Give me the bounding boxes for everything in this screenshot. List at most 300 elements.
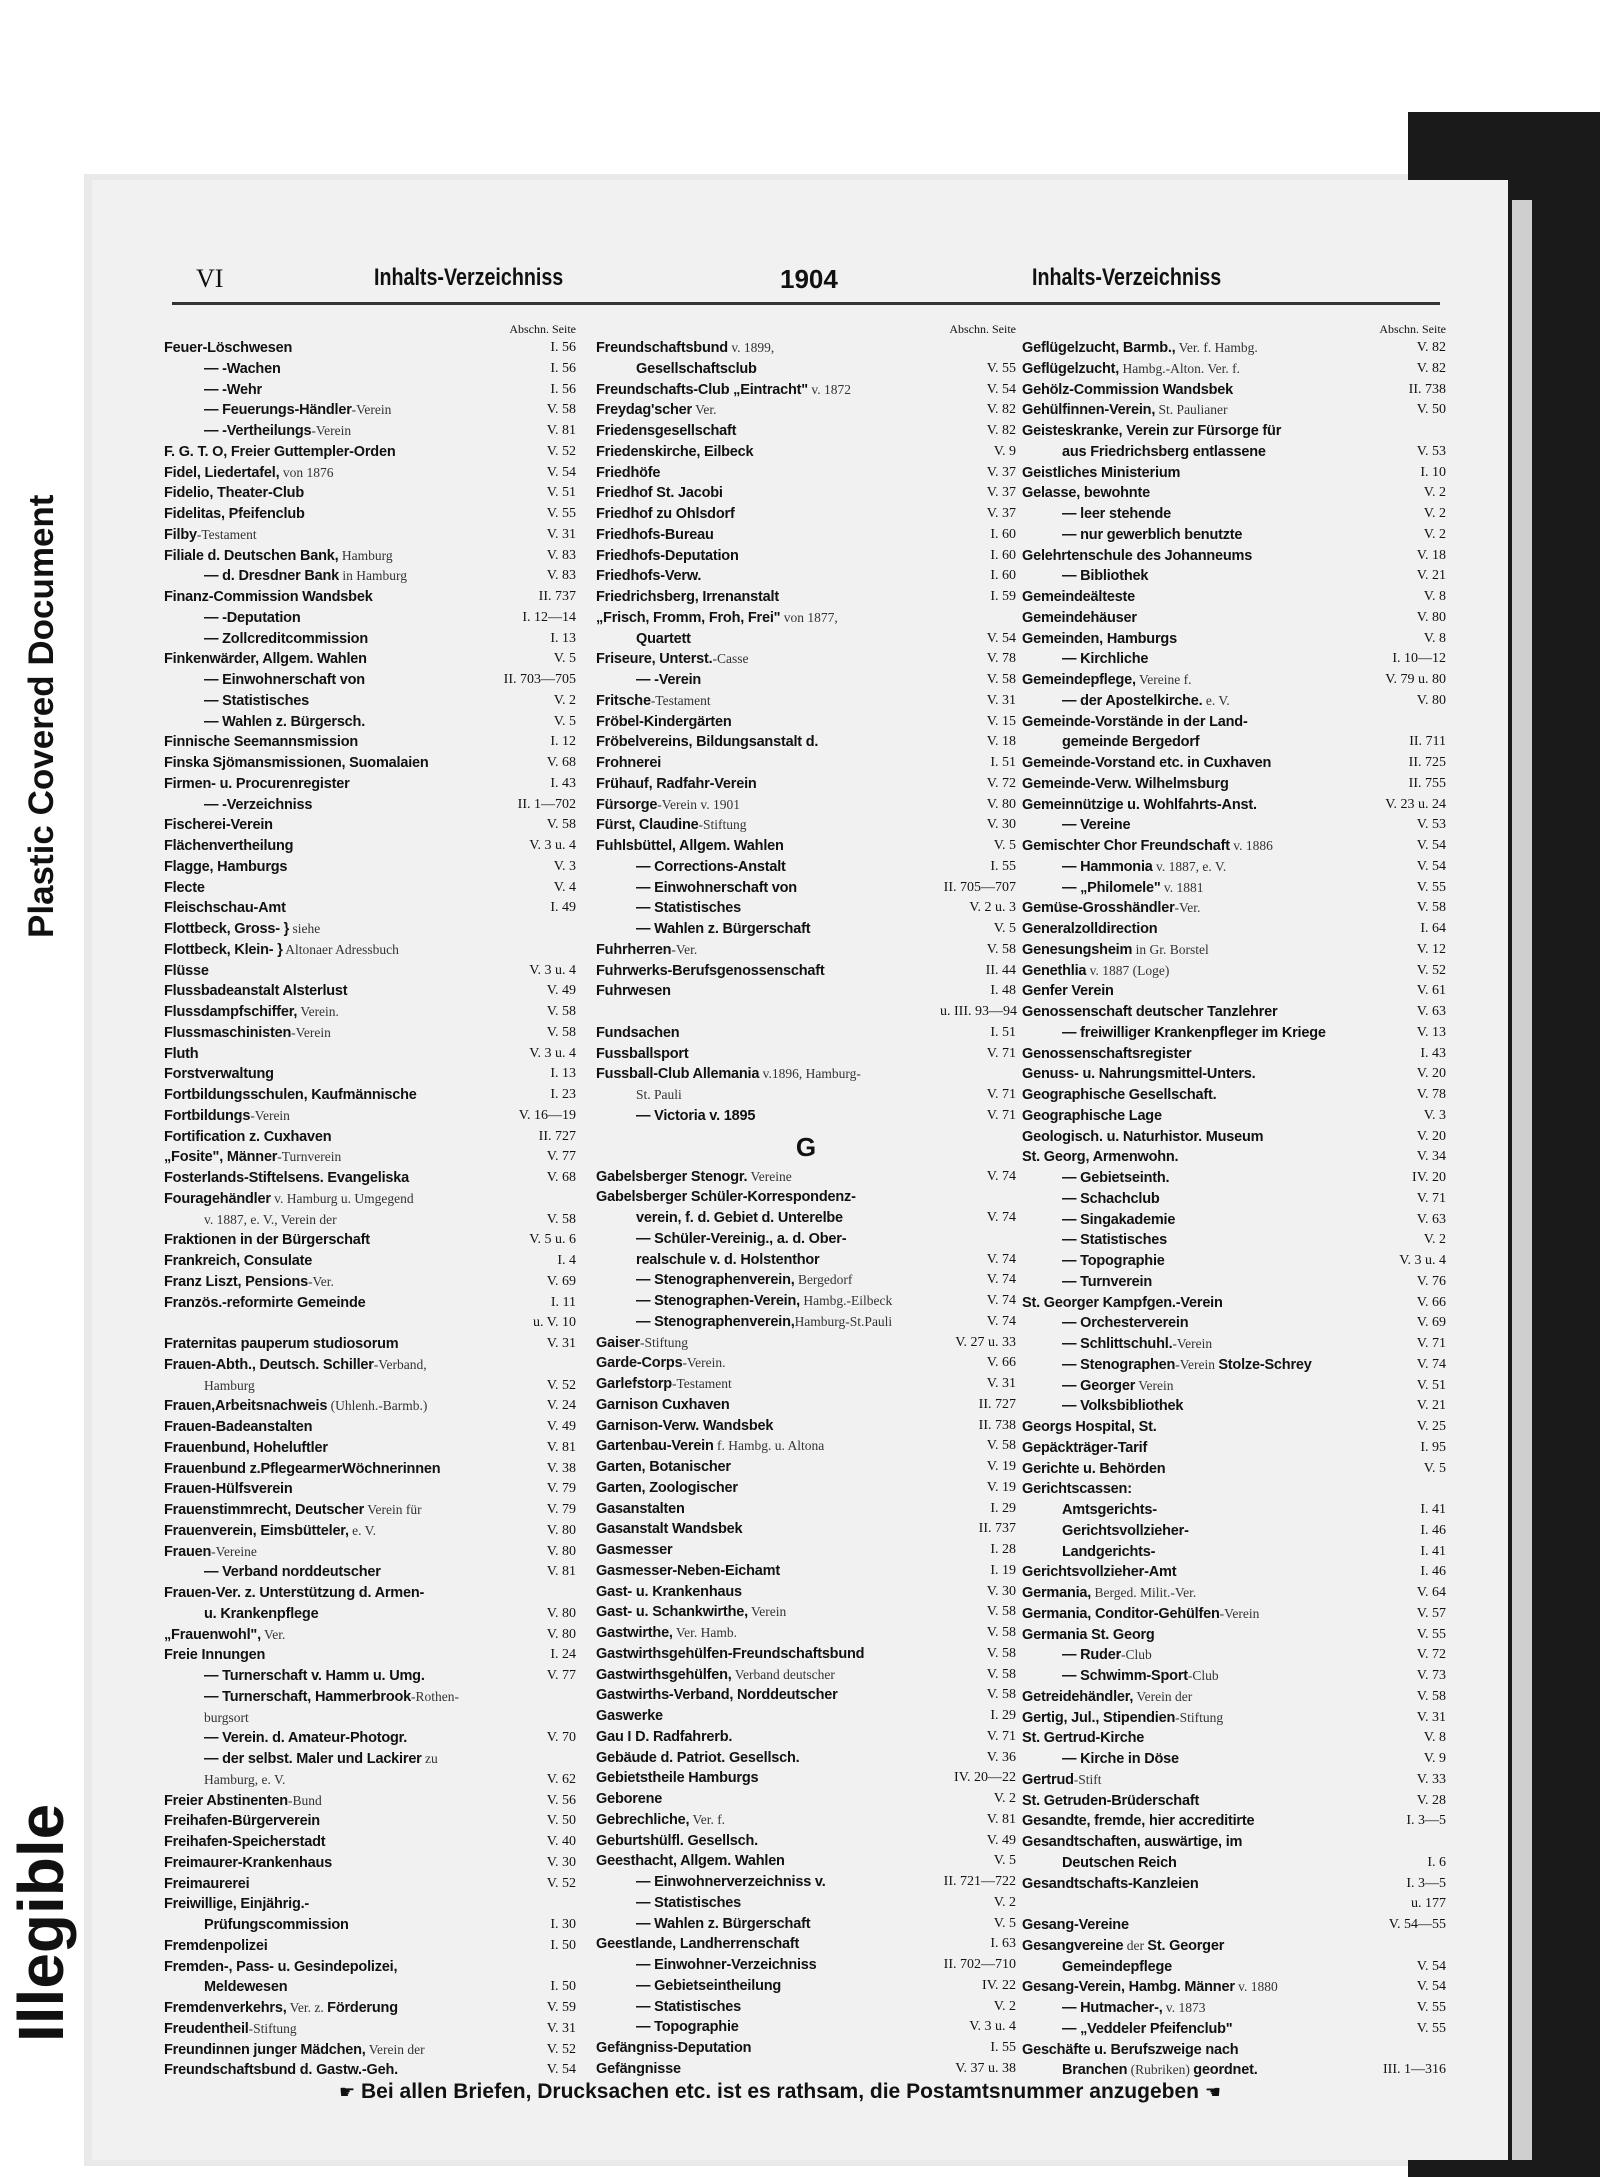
- entry-label: [1022, 1708, 1366, 1729]
- index-entry: [1022, 1791, 1446, 1812]
- index-entry: [164, 1438, 576, 1459]
- index-entry: [596, 1064, 1016, 1085]
- entry-label: [164, 1459, 496, 1480]
- entry-reference: II. 1—702: [517, 796, 576, 812]
- entry-normal-text: Ver.: [260, 1626, 286, 1642]
- entry-label: [1022, 753, 1366, 774]
- entry-bold-text: Meldewesen: [204, 1979, 288, 1996]
- entry-label: [1022, 587, 1366, 608]
- entry-label: [164, 1998, 496, 2019]
- entry-reference: V. 71: [1416, 1336, 1446, 1351]
- entry-reference: I. 30: [550, 1917, 576, 1932]
- index-entry: [1022, 1044, 1446, 1065]
- entry-bold-text: Germania,: [1022, 1585, 1092, 1601]
- index-entry: [596, 566, 1016, 587]
- index-entry: [164, 2040, 576, 2061]
- entry-reference: I. 59: [990, 589, 1016, 604]
- entry-bold-text: — Stenographen-Verein,: [636, 1293, 800, 1309]
- entry-reference: V. 28: [1416, 1792, 1446, 1808]
- entry-bold-text: Generalzolldirection: [1022, 921, 1158, 937]
- entry-bold-text: Fortbildungs: [164, 1107, 251, 1124]
- entry-label: [596, 857, 936, 878]
- entry-normal-text: -Club: [1187, 1668, 1219, 1683]
- entry-label: [164, 1106, 496, 1127]
- entry-label: [596, 463, 936, 484]
- entry-label: [164, 1189, 496, 1210]
- entry-bold-text: Gastwirths-Verband, Norddeutscher: [596, 1687, 838, 1704]
- entry-reference: V. 2: [1423, 485, 1446, 501]
- index-entry: [1022, 1728, 1446, 1749]
- entry-bold-text: Geesthacht, Allgem. Wahlen: [596, 1853, 785, 1870]
- index-entry: [1022, 774, 1446, 795]
- entry-reference: V. 3 u. 4: [969, 2019, 1016, 2035]
- entry-reference: V. 54: [986, 381, 1016, 397]
- entry-normal-text: -Stiftung: [698, 817, 747, 833]
- index-entry: [1022, 1127, 1446, 1148]
- entry-label: [164, 1023, 496, 1044]
- entry-label: [596, 1872, 936, 1893]
- entry-label: [596, 608, 936, 629]
- entry-label: [1022, 483, 1366, 504]
- index-entry: [1022, 1251, 1446, 1272]
- entry-reference: V. 61: [1416, 983, 1446, 999]
- entry-reference: V. 18: [986, 734, 1016, 750]
- index-entry: [596, 1229, 1016, 1250]
- entry-reference: V. 2: [1423, 1232, 1446, 1248]
- index-entry: [1022, 1874, 1446, 1895]
- index-entry: [596, 483, 1016, 504]
- entry-reference: V. 54: [1416, 838, 1446, 853]
- entry-bold-text: Filiale d. Deutschen Bank,: [164, 547, 339, 564]
- entry-bold-text: Gast- u. Schankwirthe,: [596, 1604, 748, 1621]
- entry-reference: V. 12: [1416, 941, 1446, 957]
- index-entry: [596, 919, 1016, 940]
- entry-reference: I. 63: [990, 1936, 1016, 1952]
- index-entry: [596, 940, 1016, 961]
- entry-label: [596, 1685, 936, 1706]
- entry-reference: V. 37 u. 38: [955, 2060, 1016, 2076]
- entry-bold-text: Geisteskranke, Verein zur Fürsorge für: [1022, 423, 1282, 439]
- index-entry: [596, 1851, 1016, 1872]
- entry-label: [596, 1831, 936, 1852]
- entry-label: [596, 587, 936, 608]
- entry-bold-text: Geestlande, Landherrenschaft: [596, 1936, 800, 1953]
- entry-reference: V. 66: [1416, 1294, 1446, 1310]
- entry-reference: II. 738: [1408, 381, 1446, 397]
- entry-label: [164, 795, 496, 816]
- entry-reference: V. 55: [1416, 1626, 1446, 1642]
- entry-reference: V. 76: [1416, 1273, 1446, 1289]
- entry-bold-text: — -Vertheilungs: [204, 423, 312, 439]
- index-entry: [1022, 1376, 1446, 1397]
- entry-label: [164, 1376, 496, 1397]
- entry-reference: V. 52: [546, 1377, 576, 1393]
- index-entry: [1022, 525, 1446, 546]
- index-entry: [1022, 1313, 1446, 1334]
- entry-label: [596, 1291, 936, 1312]
- entry-bold-text: — Turnverein: [1062, 1273, 1152, 1290]
- entry-reference: V. 71: [986, 1087, 1016, 1102]
- index-entry: [164, 981, 576, 1002]
- entry-normal-text: Ver. z.: [286, 2000, 328, 2015]
- entry-label: [596, 1893, 936, 1914]
- entry-bold-text: Freudentheil: [164, 2020, 249, 2037]
- entry-bold-text: Garnison Cuxhaven: [596, 1396, 730, 1413]
- index-entry: [1022, 1583, 1446, 1604]
- entry-reference: V. 31: [1416, 1709, 1446, 1725]
- entry-label: [596, 981, 936, 1002]
- entry-bold-text: Fluth: [164, 1045, 199, 1062]
- entry-label: [1022, 878, 1366, 899]
- entry-label: [1022, 1874, 1366, 1895]
- entry-normal-text: -Testament: [196, 526, 257, 542]
- entry-reference: V. 40: [546, 1834, 576, 1849]
- entry-label: [1022, 940, 1366, 961]
- entry-normal-text: Vereine: [747, 1168, 792, 1184]
- entry-reference: V. 63: [1416, 1004, 1446, 1019]
- index-entry: [164, 1915, 576, 1936]
- index-entry: [1022, 1002, 1446, 1023]
- page-number: VI: [196, 264, 224, 293]
- entry-bold-text: Flecte: [164, 879, 205, 896]
- entry-label: [596, 2038, 936, 2059]
- entry-bold-text: — Topographie: [1062, 1253, 1165, 1269]
- index-entry: [164, 359, 576, 380]
- entry-bold-text: Geflügelzucht,: [1022, 360, 1120, 377]
- entry-bold-text: — Schachclub: [1062, 1190, 1160, 1207]
- entry-label: [164, 587, 496, 608]
- entry-bold-text: Gebäude d. Patriot. Gesellsch.: [596, 1749, 800, 1766]
- entry-bold-text: Gesandtschaften, auswärtige, im: [1022, 1834, 1243, 1850]
- entry-reference: V. 5: [993, 1915, 1016, 1931]
- entry-bold-text: verein, f. d. Gebiet d. Unterelbe: [636, 1210, 843, 1226]
- entry-reference: V. 77: [546, 1668, 576, 1683]
- entry-bold-text: Frohnerei: [596, 755, 662, 771]
- entry-bold-text: — Statistisches: [636, 900, 741, 917]
- index-entry: [164, 1687, 576, 1708]
- entry-bold-text: Fundsachen: [596, 1024, 680, 1041]
- entry-reference: II. 705—707: [943, 879, 1016, 895]
- entry-bold-text: Fröbel-Kindergärten: [596, 713, 732, 730]
- index-entry: [164, 1044, 576, 1065]
- entry-bold-text: — Schüler-Vereinig., a. d. Ober-: [636, 1230, 847, 1247]
- entry-normal-text: -Stift: [1073, 1771, 1102, 1787]
- entry-reference: V. 58: [546, 402, 576, 418]
- entry-bold-text: Stolze-Schrey: [1218, 1356, 1312, 1373]
- entry-label: [1022, 1791, 1366, 1812]
- entry-reference: I. 3—5: [1406, 1813, 1446, 1829]
- entry-label: [1022, 1998, 1366, 2019]
- entry-reference: V. 58: [546, 1211, 576, 1227]
- entry-label: [1022, 1832, 1366, 1853]
- entry-reference: V. 66: [986, 1355, 1016, 1371]
- index-entry: [1022, 442, 1446, 463]
- index-entry: [164, 1957, 576, 1978]
- entry-normal-text: -Verein: [351, 402, 392, 418]
- entry-bold-text: Fortification z. Cuxhaven: [164, 1128, 332, 1145]
- index-entry: [164, 566, 576, 587]
- entry-normal-text: v. 1880: [1234, 1979, 1278, 1995]
- entry-bold-text: Flussdampfschiffer,: [164, 1004, 298, 1020]
- entry-label: [596, 1333, 936, 1354]
- entry-reference: V. 31: [986, 1376, 1016, 1391]
- entry-bold-text: — Schwimm-Sport: [1062, 1668, 1188, 1684]
- entry-reference: II. 737: [538, 589, 576, 604]
- entry-reference: V. 52: [546, 1875, 576, 1891]
- entry-reference: V. 3 u. 4: [529, 838, 576, 853]
- index-entry: [596, 1831, 1016, 1852]
- index-entry: [1022, 1189, 1446, 1210]
- entry-bold-text: Gehülfinnen-Verein,: [1022, 402, 1156, 419]
- entry-label: [596, 1312, 936, 1333]
- entry-bold-text: Fremden-, Pass- u. Gesindepolizei,: [164, 1958, 398, 1975]
- entry-bold-text: Geschäfte u. Berufszweige nach: [1022, 2041, 1239, 2058]
- entry-bold-text: Fischerei-Verein: [164, 817, 273, 834]
- entry-reference: V. 5: [553, 651, 576, 667]
- entry-bold-text: Fidelitas, Pfeifenclub: [164, 506, 305, 522]
- entry-reference: I. 6: [1427, 1854, 1446, 1870]
- entry-bold-text: Prüfungscommission: [204, 1917, 349, 1933]
- entry-reference: V. 63: [1416, 1211, 1446, 1227]
- entry-bold-text: — der selbst. Maler und Lackirer: [204, 1751, 422, 1767]
- index-entry: [596, 1706, 1016, 1727]
- entry-label: [164, 857, 496, 878]
- entry-label: [1022, 857, 1366, 878]
- entry-label: [164, 1977, 496, 1998]
- entry-bold-text: — Vereine: [1062, 817, 1131, 834]
- index-entry: [1022, 1977, 1446, 1998]
- entry-reference: V. 38: [546, 1460, 576, 1476]
- entry-label: [164, 1832, 496, 1853]
- entry-reference: V. 3 u. 4: [1399, 1253, 1446, 1268]
- entry-label: [596, 1748, 936, 1769]
- index-entry: [596, 442, 1016, 463]
- entry-normal-text: -Verein: [291, 1024, 331, 1040]
- index-entry: [1022, 2040, 1446, 2061]
- entry-bold-text: — Volksbibliothek: [1062, 1398, 1184, 1415]
- index-entry: [596, 1416, 1016, 1437]
- entry-bold-text: Fuhrwerks-Berufsgenossenschaft: [596, 962, 825, 979]
- entry-bold-text: Gemeinde-Vorstände in der Land-: [1022, 713, 1248, 730]
- entry-reference: V. 58: [986, 1666, 1016, 1682]
- entry-normal-text: -Verein: [250, 1107, 290, 1123]
- index-entry: [1022, 1210, 1446, 1231]
- entry-reference: I. 64: [1420, 921, 1446, 936]
- entry-label: [1022, 1002, 1366, 1023]
- entry-normal-text: Verein für: [364, 1502, 422, 1517]
- entry-bold-text: — Stenographen: [1062, 1356, 1176, 1373]
- entry-reference: V. 79 u. 80: [1385, 672, 1446, 687]
- entry-reference: I. 12: [550, 734, 576, 750]
- index-entry: [596, 525, 1016, 546]
- entry-label: [596, 1085, 936, 1106]
- entry-bold-text: — -Wehr: [204, 381, 262, 398]
- entry-bold-text: Fremdenverkehrs,: [164, 2000, 287, 2016]
- entry-label: [596, 1064, 936, 1085]
- index-entry: [1022, 1853, 1446, 1874]
- entry-label: [164, 1562, 496, 1583]
- entry-bold-text: Gesandtschafts-Kanzleien: [1022, 1875, 1199, 1892]
- entry-label: [596, 1768, 936, 1789]
- entry-label: [1022, 1106, 1366, 1127]
- entry-reference: I. 29: [990, 1708, 1016, 1723]
- index-entry: [596, 1312, 1016, 1333]
- index-entry: [596, 1997, 1016, 2018]
- entry-bold-text: Gebrechliche,: [596, 1811, 690, 1828]
- entry-label: [596, 1810, 936, 1831]
- index-entry: [596, 712, 1016, 733]
- index-entry: [1022, 359, 1446, 380]
- index-entry: [1022, 940, 1446, 961]
- index-entry: [596, 1914, 1016, 1935]
- footer-notice: [270, 2080, 1290, 2104]
- entry-reference: V. 72: [986, 775, 1016, 791]
- index-entry: [164, 1874, 576, 1895]
- index-entry: [1022, 1708, 1446, 1729]
- entry-bold-text: Fosterlands-Stiftelsens. Evangeliska: [164, 1170, 410, 1186]
- index-entry: [164, 1811, 576, 1832]
- entry-reference: V. 74: [986, 1293, 1016, 1308]
- entry-reference: I. 10—12: [1392, 651, 1446, 667]
- entry-bold-text: Gartenbau-Verein: [596, 1438, 714, 1455]
- entry-reference: V. 58: [1416, 1688, 1446, 1704]
- entry-label: [164, 1583, 496, 1604]
- entry-reference: V. 37: [986, 506, 1016, 521]
- entry-reference: V. 27 u. 33: [955, 1334, 1016, 1350]
- entry-label: [1022, 566, 1366, 587]
- index-entry: [596, 1187, 1016, 1208]
- entry-label: [164, 483, 496, 504]
- entry-bold-text: Flüsse: [164, 962, 209, 979]
- entry-reference: u. 177: [1411, 1896, 1446, 1912]
- column-heading: Abschn. Seite: [509, 322, 576, 336]
- entry-bold-text: Garde-Corps: [596, 1355, 683, 1372]
- entry-reference: V. 5 u. 6: [529, 1232, 576, 1248]
- index-entry: [164, 1708, 576, 1729]
- entry-bold-text: „Fosite", Männer: [164, 1149, 278, 1166]
- entry-bold-text: Gefängnisse: [596, 2060, 681, 2077]
- entry-reference: I. 60: [990, 547, 1016, 563]
- entry-normal-text: v. 1887, e. V., Verein der: [204, 1211, 337, 1227]
- entry-normal-text: Ver. f. Hambg.: [1175, 340, 1258, 355]
- entry-bold-text: Gesandte, fremde, hier accreditirte: [1022, 1813, 1255, 1830]
- entry-reference: I. 50: [550, 1937, 576, 1953]
- entry-reference: V. 55: [1416, 2020, 1446, 2036]
- index-entry: [164, 2019, 576, 2040]
- index-entry: [596, 1748, 1016, 1769]
- entry-bold-text: Gelasse, bewohnte: [1022, 485, 1150, 502]
- entry-bold-text: Finska Sjömansmissionen, Suomalaien: [164, 755, 429, 771]
- index-entry: [164, 338, 576, 359]
- index-entry: [1022, 1832, 1446, 1853]
- entry-reference: V. 33: [1416, 1771, 1446, 1787]
- entry-bold-text: Gau I D. Radfahrerb.: [596, 1728, 733, 1745]
- entry-reference: V. 53: [1416, 817, 1446, 833]
- index-entry: [164, 691, 576, 712]
- entry-bold-text: Freihafen-Speicherstadt: [164, 1834, 326, 1850]
- entry-label: [164, 1355, 496, 1376]
- entry-label: [596, 1106, 936, 1127]
- entry-label: [596, 961, 936, 982]
- entry-bold-text: Gerichte u. Behörden: [1022, 1460, 1166, 1477]
- entry-label: [164, 629, 496, 650]
- entry-bold-text: Fortbildungsschulen, Kaufmännische: [164, 1087, 417, 1103]
- entry-bold-text: Geographische Gesellschaft.: [1022, 1087, 1217, 1103]
- entry-reference: V. 81: [986, 1811, 1016, 1827]
- entry-label: [596, 1023, 936, 1044]
- index-entry: [164, 1894, 576, 1915]
- entry-label: [596, 1955, 936, 1976]
- index-entry: [1022, 1272, 1446, 1293]
- index-entry: [596, 1872, 1016, 1893]
- index-entry: [596, 815, 1016, 836]
- entry-reference: V. 57: [1416, 1605, 1446, 1621]
- entry-bold-text: Frauenbund, Hoheluftler: [164, 1439, 328, 1456]
- entry-normal-text: von 1877,: [780, 609, 838, 625]
- entry-bold-text: — der Apostelkirche.: [1062, 692, 1203, 709]
- entry-bold-text: — Ruder: [1062, 1647, 1122, 1664]
- entry-label: [1022, 421, 1366, 442]
- index-entry: [1022, 1355, 1446, 1376]
- entry-reference: V. 54—55: [1388, 1917, 1446, 1932]
- entry-label: [164, 1500, 496, 1521]
- entry-bold-text: Frauen-Badeanstalten: [164, 1419, 313, 1435]
- entry-bold-text: geordnet.: [1193, 2062, 1258, 2079]
- index-entry: [164, 1853, 576, 1874]
- index-entry: [164, 1479, 576, 1500]
- entry-reference: V. 80: [1416, 692, 1446, 708]
- index-entry: [164, 1832, 576, 1853]
- entry-bold-text: Fleischschau-Amt: [164, 900, 286, 917]
- entry-reference: II. 727: [978, 1396, 1016, 1412]
- entry-label: [164, 338, 496, 359]
- entry-bold-text: Gemeindepflege,: [1022, 672, 1136, 688]
- entry-reference: V. 31: [546, 526, 576, 542]
- index-entry: [1022, 1521, 1446, 1542]
- entry-normal-text: Vereine f.: [1135, 672, 1192, 687]
- entry-reference: I. 51: [990, 1024, 1016, 1040]
- entry-reference: I. 24: [550, 1647, 576, 1663]
- entry-normal-text: -Testament: [650, 692, 711, 708]
- entry-label: [164, 981, 496, 1002]
- entry-bold-text: — Kirche in Döse: [1062, 1751, 1179, 1767]
- entry-bold-text: Flussbadeanstalt Alsterlust: [164, 983, 348, 1000]
- entry-bold-text: Gemischter Chor Freundschaft: [1022, 838, 1230, 854]
- entry-normal-text: -Verein: [1175, 1356, 1219, 1372]
- entry-label: [164, 732, 496, 753]
- entry-bold-text: Germania St. Georg: [1022, 1626, 1155, 1643]
- index-entry: [164, 1936, 576, 1957]
- entry-bold-text: u. Krankenpflege: [204, 1605, 319, 1622]
- index-entry: [596, 1270, 1016, 1291]
- entry-bold-text: Förderung: [327, 2000, 398, 2016]
- entry-normal-text: v. 1887, e. V.: [1152, 858, 1227, 874]
- page-header: [168, 264, 1440, 298]
- entry-reference: V. 15: [986, 713, 1016, 729]
- index-entry: [164, 1127, 576, 1148]
- entry-bold-text: Fussball-Club Allemania: [596, 1066, 760, 1083]
- entry-reference: II. 44: [985, 962, 1016, 978]
- index-entry: [164, 815, 576, 836]
- entry-label: [164, 1666, 496, 1687]
- entry-bold-text: Frauen-Ver. z. Unterstützung d. Armen-: [164, 1585, 425, 1601]
- entry-label: [1022, 1127, 1366, 1148]
- entry-label: [596, 774, 936, 795]
- entry-reference: V. 58: [546, 817, 576, 833]
- entry-reference: II. 755: [1408, 775, 1446, 791]
- entry-bold-text: Fussballsport: [596, 1045, 689, 1062]
- entry-reference: V. 21: [1416, 1398, 1446, 1414]
